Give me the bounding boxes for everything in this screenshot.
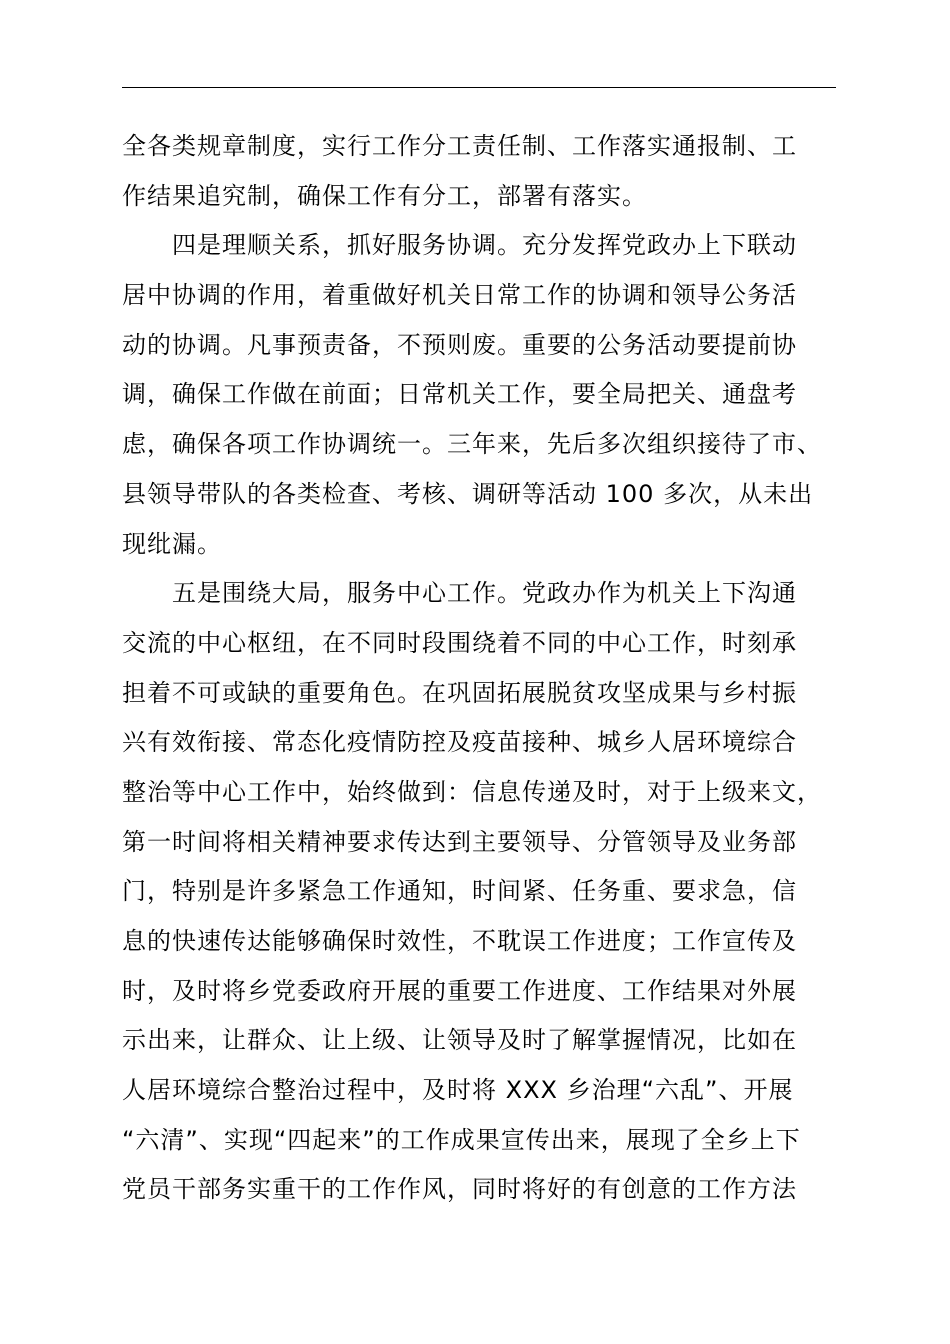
- document-body: [122, 122, 872, 1215]
- text-line: 现纰漏。: [122, 529, 222, 558]
- text-line: 第一时间将相关精神要求传达到主要领导、分管领导及业务部: [122, 827, 797, 856]
- text-line: 全各类规章制度，实行工作分工责任制、工作落实通报制、工: [122, 132, 797, 160]
- text-line: 门，特别是许多紧急工作通知，时间紧、任务重、要求急，信: [122, 877, 797, 906]
- text-line: 交流的中心枢纽，在不同时段围绕着不同的中心工作，时刻承: [122, 628, 797, 657]
- text-line: 时，及时将乡党委政府开展的重要工作进度、工作结果对外展: [122, 976, 797, 1005]
- text-line: 息的快速传达能够确保时效性，不耽误工作进度；工作宣传及: [122, 927, 797, 955]
- text-line: 整治等中心工作中，始终做到：信息传递及时，对于上级来文，: [122, 777, 822, 806]
- text-line: 县领导带队的各类检查、考核、调研等活动 100 多次，从未出: [122, 479, 814, 508]
- text-line: 担着不可或缺的重要角色。在巩固拓展脱贫攻坚成果与乡村振: [122, 678, 797, 707]
- text-line: 人居环境综合整治过程中，及时将 XXX 乡治理“六乱”、开展: [122, 1076, 794, 1105]
- text-line: “六清”、实现“四起来”的工作成果宣传出来，展现了全乡上下: [122, 1125, 801, 1154]
- text-line: 虑，确保各项工作协调统一。三年来，先后多次组织接待了市、: [122, 430, 822, 459]
- text-line: 居中协调的作用，着重做好机关日常工作的协调和领导公务活: [122, 281, 797, 310]
- text-line: 党员干部务实重干的工作作风，同时将好的有创意的工作方法: [122, 1175, 797, 1204]
- paragraph-start-line: 四是理顺关系，抓好服务协调。充分发挥党政办上下联动: [172, 231, 797, 260]
- text-line: 作结果追究制，确保工作有分工，部署有落实。: [122, 181, 647, 210]
- text-line: 动的协调。凡事预责备，不预则废。重要的公务活动要提前协: [122, 330, 797, 359]
- text-line: 兴有效衔接、常态化疫情防控及疫苗接种、城乡人居环境综合: [122, 728, 797, 757]
- text-line: 调，确保工作做在前面；日常机关工作，要全局把关、通盘考: [122, 380, 797, 409]
- header-rule: [122, 87, 836, 88]
- text-line: 示出来，让群众、让上级、让领导及时了解掌握情况，比如在: [122, 1026, 797, 1055]
- paragraph-start-line: 五是围绕大局，服务中心工作。党政办作为机关上下沟通: [172, 579, 797, 608]
